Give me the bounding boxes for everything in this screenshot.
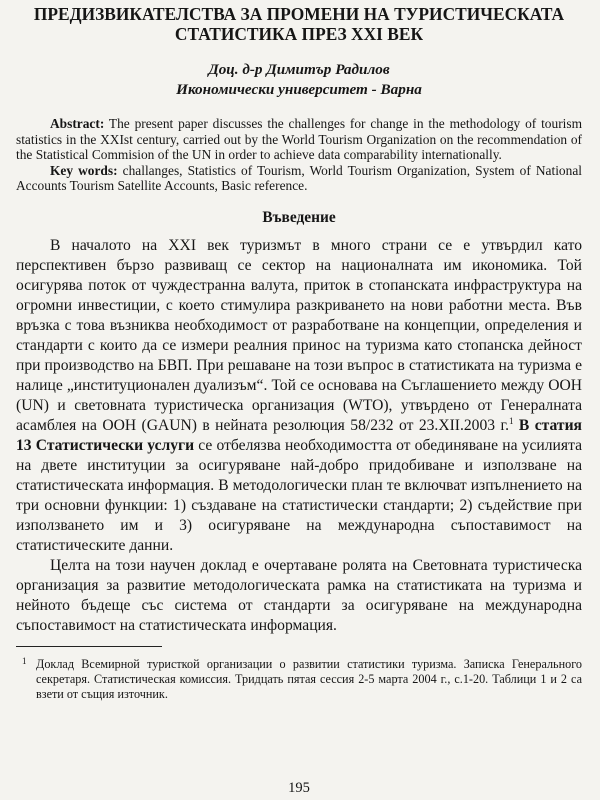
author-block <box>16 60 582 100</box>
body-text <box>16 236 582 636</box>
section-heading: Въведение <box>262 208 336 226</box>
paragraph-1-text-b: се отбелязва необходимостта от обединяване на усилията на двете институции за осигуряване най-добро придобиване и използване на статистическата информация. В методологически план те включват изпълнението на три основни функции: 1) създаване на статистически стандарти; 2) съдействие при използването им и 3) осигуряване на международна съпоставимост на статистическите данни. <box>16 436 582 554</box>
paper-title <box>16 4 582 44</box>
keywords-text: challanges, Statistics of Tourism, World Tourism Organization, System of National Accounts Tourism Satellite Accounts, Basic reference. <box>16 162 582 194</box>
abstract-text: The present paper discusses the challenges for change in the methodology of tourism statistics in the XXIst century, carried out by the World Tourism Organization on the recommendation of the Statistical Commision of the UN in order to achieve data comparability internationally. <box>16 116 582 163</box>
footnote <box>16 657 582 702</box>
title-line-2: СТАТИСТИКА ПРЕЗ XXI ВЕК <box>174 24 424 44</box>
paragraph-1-bold-text: В статия 13 Статистически услуги <box>16 416 582 454</box>
body-paragraph-1 <box>16 236 582 556</box>
footnote-mark: 1 <box>22 655 27 666</box>
title-line-1: ПРЕДИЗВИКАТЕЛСТВА ЗА ПРОМЕНИ НА ТУРИСТИЧЕСКАТА <box>33 4 565 24</box>
author-affiliation: Икономически университет - Варна <box>176 81 422 98</box>
keywords-label: Key words: <box>50 162 118 178</box>
page-number: 195 <box>288 780 310 796</box>
keywords-paragraph <box>16 163 582 194</box>
footnote-reference: 1 <box>509 415 514 426</box>
footnote-divider <box>16 646 162 647</box>
document-page <box>16 4 582 796</box>
abstract-paragraph <box>16 116 582 163</box>
abstract-label: Abstract: <box>50 116 105 131</box>
paragraph-2-text: Целта на този научен доклад е очертаване ролята на Световната туристическа организация за развитие методологическата рамка на статистиката на туризма и нейното бъдеще със система от стандарти за осигуряване на международна съпоставимост на статистическата информация. <box>16 556 582 634</box>
footnote-text: Доклад Всемирной туристкой организации о развитии статистики туризма. Записка Генерального секретаря. Статистическая комиссия. Тридцать пятая сессия 2-5 марта 2004 г., с.1-20. Таблици 1 и 2 са взети от същия източник. <box>36 656 582 701</box>
author-name: Доц. д-р Димитър Радилов <box>208 61 390 78</box>
paragraph-1-text-a: В началото на XXI век туризмът в много страни се е утвърдил като перспективен бързо развиващ се сектор на националната им икономика. Той осигурява поток от чуждестранна валута, приток в стопанската инфраструктура на огромни инвестиции, с което стимулира разкриването на нови работни места. Във връзка с това възниква необходимост от разработване на концепции, определения и стандарти с които да се измери реалния принос на туризма като стопанска дейност при производство на БВП. При решаване на този въпрос в статистиката на туризма е налице „институционален дуализъм“. Той се основава на Съглашението между ООН (UN) и световната туристическа организация (WTO), утвърдено от Генералната асамблея на ООН (GAUN) в нейната резолюция 58/232 от 23.XII.2003 г. <box>16 236 582 434</box>
body-paragraph-2 <box>16 556 582 636</box>
abstract-section <box>16 116 582 194</box>
